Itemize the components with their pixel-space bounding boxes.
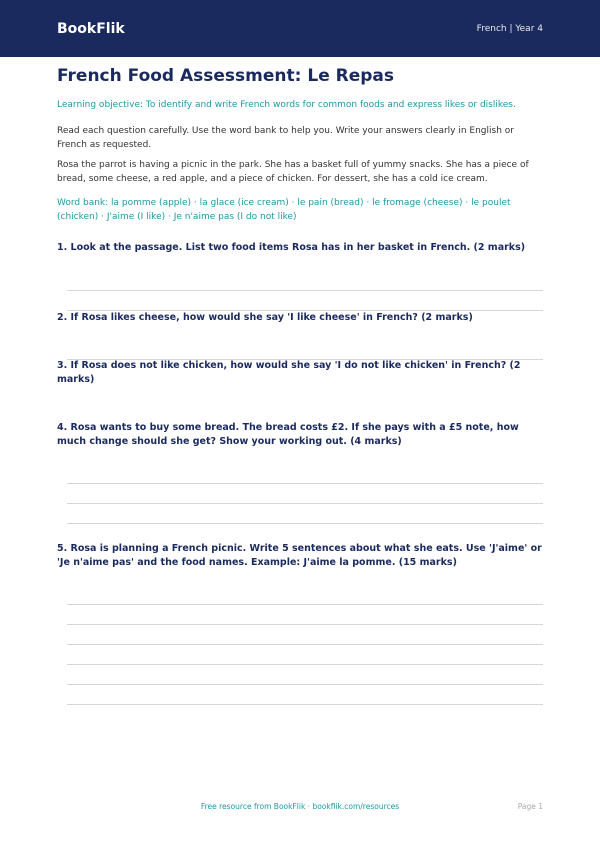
instructions: Read each question carefully. Use the word bank to help you. Write your answers clearly in English or French as requested. — [57, 126, 514, 150]
answer-line[interactable] — [67, 604, 543, 605]
answer-line[interactable] — [67, 644, 543, 645]
learning-objective: Learning objective: To identify and write French words for common foods and express likes or dislikes. — [57, 100, 516, 110]
question-2: 2. If Rosa likes cheese, how would she say 'I like cheese' in French? (2 marks) — [57, 312, 473, 323]
page-header — [0, 0, 600, 57]
answer-line[interactable] — [67, 624, 543, 625]
answer-line[interactable] — [67, 684, 543, 685]
question-4: 4. Rosa wants to buy some bread. The bread costs £2. If she pays with a £5 note, how much change should she get? Show your working out. (4 marks) — [57, 422, 519, 447]
answer-line[interactable] — [67, 503, 543, 504]
page-number: Page 1 — [517, 802, 543, 811]
answer-line[interactable] — [67, 704, 543, 705]
answer-line[interactable] — [67, 483, 543, 484]
footer-resource-link[interactable]: Free resource from BookFlik · bookflik.com/resources — [200, 802, 400, 811]
answer-line[interactable] — [67, 523, 543, 524]
word-bank: Word bank: la pomme (apple) · la glace (ice cream) · le pain (bread) · le fromage (cheese) · le poulet (chicken) · J'aime (I like) · Je n'aime pas (I do not like) — [57, 198, 511, 222]
page-title: French Food Assessment: Le Repas — [57, 66, 395, 86]
subject-year-label: French | Year 4 — [476, 23, 543, 34]
answer-line[interactable] — [67, 664, 543, 665]
question-1: 1. Look at the passage. List two food items Rosa has in her basket in French. (2 marks) — [57, 242, 526, 253]
answer-line[interactable] — [67, 290, 543, 291]
question-3: 3. If Rosa does not like chicken, how would she say 'I do not like chicken' in French? (2 marks) — [57, 360, 521, 385]
question-5: 5. Rosa is planning a French picnic. Write 5 sentences about what she eats. Use 'J'aime' or 'Je n'aime pas' and the food names. Example: J'aime la pomme. (15 marks) — [57, 543, 542, 568]
brand-logo: BookFlik — [57, 20, 125, 37]
reading-passage: Rosa the parrot is having a picnic in the park. She has a basket full of yummy snacks. She has a piece of bread, some cheese, a red apple, and a piece of chicken. For dessert, she has a cold ice cream. — [57, 160, 529, 184]
